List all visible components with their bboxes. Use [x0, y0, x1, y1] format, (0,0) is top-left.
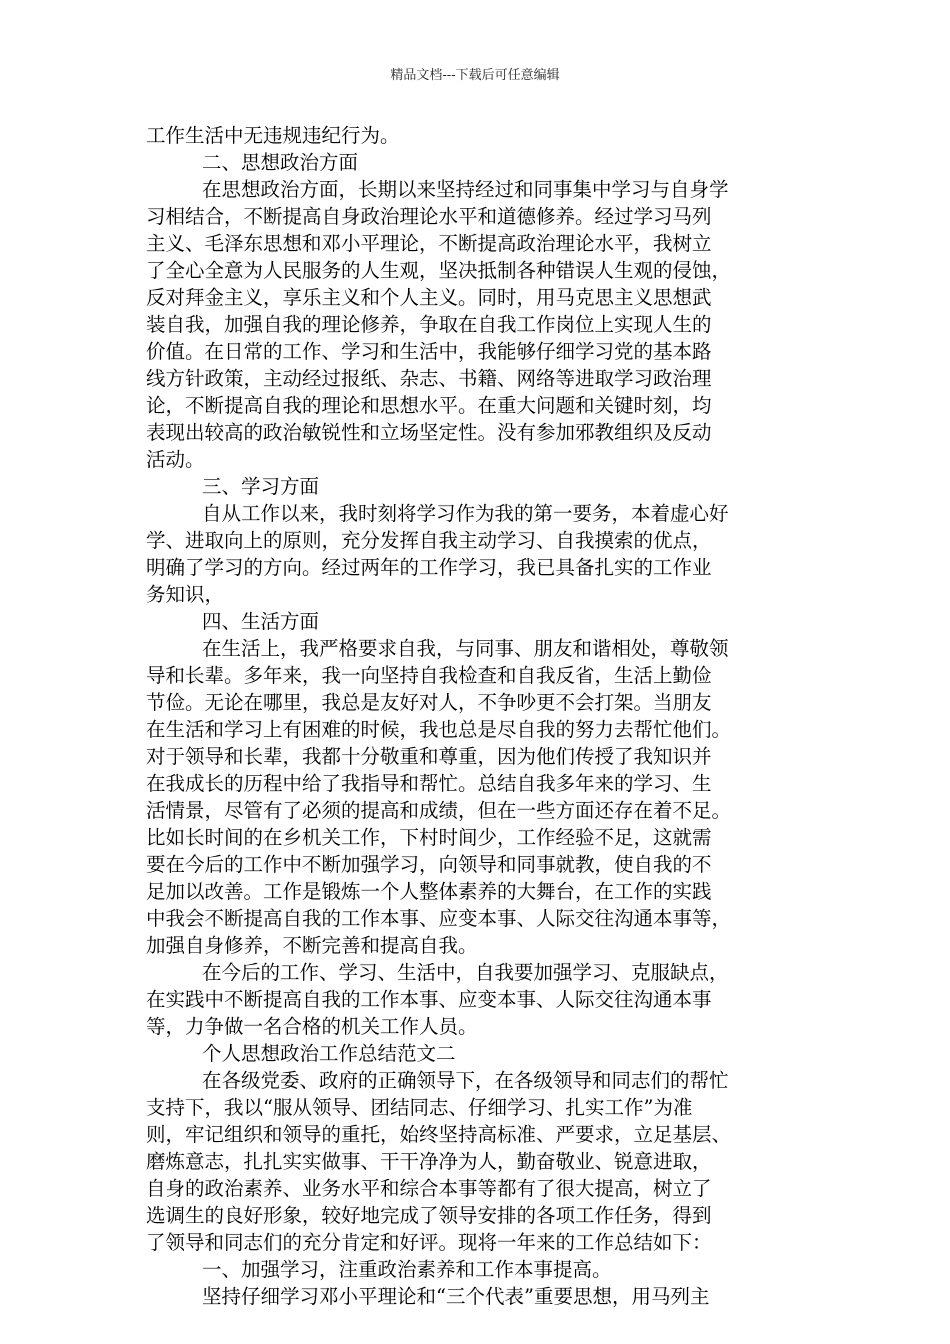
text-line: 加强自身修养，不断完善和提高自我。	[146, 934, 478, 957]
text-line: 对于领导和长辈，我都十分敬重和尊重，因为他们传授了我知识并	[146, 745, 712, 768]
text-line: 足加以改善。工作是锻炼一个人整体素养的大舞台，在工作的实践	[146, 880, 712, 903]
text-line: 了领导和同志们的充分肯定和好评。现将一年来的工作总结如下：	[146, 1231, 712, 1254]
text-line: 在各级党委、政府的正确领导下，在各级领导和同志们的帮忙	[202, 1069, 729, 1092]
text-line: 自身的政治素养、业务水平和综合本事等都有了很大提高，树立了	[146, 1177, 712, 1200]
text-line: 选调生的良好形象，较好地完成了领导安排的各项工作任务，得到	[146, 1204, 712, 1227]
text-line: 节俭。无论在哪里，我总是友好对人，不争吵更不会打架。当朋友	[146, 691, 712, 714]
text-line: 务知识，	[146, 583, 225, 606]
text-line: 四、生活方面	[202, 610, 320, 633]
text-line: 学、进取向上的原则，充分发挥自我主动学习、自我摸索的优点，	[146, 529, 712, 552]
text-line: 明确了学习的方向。经过两年的工作学习，我已具备扎实的工作业	[146, 556, 712, 579]
text-line: 在我成长的历程中给了我指导和帮忙。总结自我多年来的学习、生	[146, 772, 712, 795]
text-line: 装自我，加强自我的理论修养，争取在自我工作岗位上实现人生的	[146, 313, 712, 336]
text-line: 三、学习方面	[202, 475, 320, 498]
document-body	[146, 122, 836, 1310]
text-line: 在生活上，我严格要求自我，与同事、朋友和谐相处，尊敬领	[202, 637, 729, 660]
text-line: 一、加强学习，注重政治素养和工作本事提高。	[202, 1258, 612, 1281]
text-line: 支持下，我以“服从领导、团结同志、仔细学习、扎实工作”为准	[146, 1096, 693, 1119]
text-line: 则，牢记组织和领导的重托，始终坚持高标准、严要求，立足基层、	[146, 1123, 732, 1146]
text-line: 主义、毛泽东思想和邓小平理论，不断提高政治理论水平，我树立	[146, 232, 712, 255]
text-line: 工作生活中无违规违纪行为。	[146, 124, 400, 147]
text-line: 表现出较高的政治敏锐性和立场坚定性。没有参加邪教组织及反动	[146, 421, 712, 444]
text-line: 活动。	[146, 448, 205, 471]
text-line: 在今后的工作、学习、生活中，自我要加强学习、克服缺点，	[202, 961, 729, 984]
text-line: 要在今后的工作中不断加强学习，向领导和同事就教，使自我的不	[146, 853, 712, 876]
text-line: 活情景，尽管有了必须的提高和成绩，但在一些方面还存在着不足。	[146, 799, 732, 822]
text-line: 比如长时间的在乡机关工作，下村时间少，工作经验不足，这就需	[146, 826, 712, 849]
text-line: 论，不断提高自我的理论和思想水平。在重大问题和关键时刻，均	[146, 394, 712, 417]
text-line: 自从工作以来，我时刻将学习作为我的第一要务，本着虚心好	[202, 502, 729, 525]
text-line: 二、思想政治方面	[202, 151, 359, 174]
page-header: 精品文档---下载后可任意编辑	[390, 68, 560, 83]
text-line: 习相结合，不断提高自身政治理论水平和道德修养。经过学习马列	[146, 205, 712, 228]
text-line: 导和长辈。多年来，我一向坚持自我检查和自我反省，生活上勤俭	[146, 664, 712, 687]
text-line: 了全心全意为人民服务的人生观，坚决抵制各种错误人生观的侵蚀，	[146, 259, 732, 282]
text-line: 价值。在日常的工作、学习和生活中，我能够仔细学习党的基本路	[146, 340, 712, 363]
text-line: 线方针政策，主动经过报纸、杂志、书籍、网络等进取学习政治理	[146, 367, 712, 390]
text-line: 中我会不断提高自我的工作本事、应变本事、人际交往沟通本事等，	[146, 907, 732, 930]
text-line: 磨炼意志，扎扎实实做事、干干净净为人，勤奋敬业、锐意进取，	[146, 1150, 712, 1173]
text-line: 坚持仔细学习邓小平理论和“三个代表”重要思想，用马列主	[202, 1285, 710, 1308]
text-line: 在思想政治方面，长期以来坚持经过和同事集中学习与自身学	[202, 178, 729, 201]
text-line: 在生活和学习上有困难的时候，我也总是尽自我的努力去帮忙他们。	[146, 718, 732, 741]
text-line: 在实践中不断提高自我的工作本事、应变本事、人际交往沟通本事	[146, 988, 712, 1011]
text-line: 反对拜金主义，享乐主义和个人主义。同时，用马克思主义思想武	[146, 286, 712, 309]
text-line: 等，力争做一名合格的机关工作人员。	[146, 1015, 478, 1038]
text-line: 个人思想政治工作总结范文二	[202, 1042, 456, 1065]
